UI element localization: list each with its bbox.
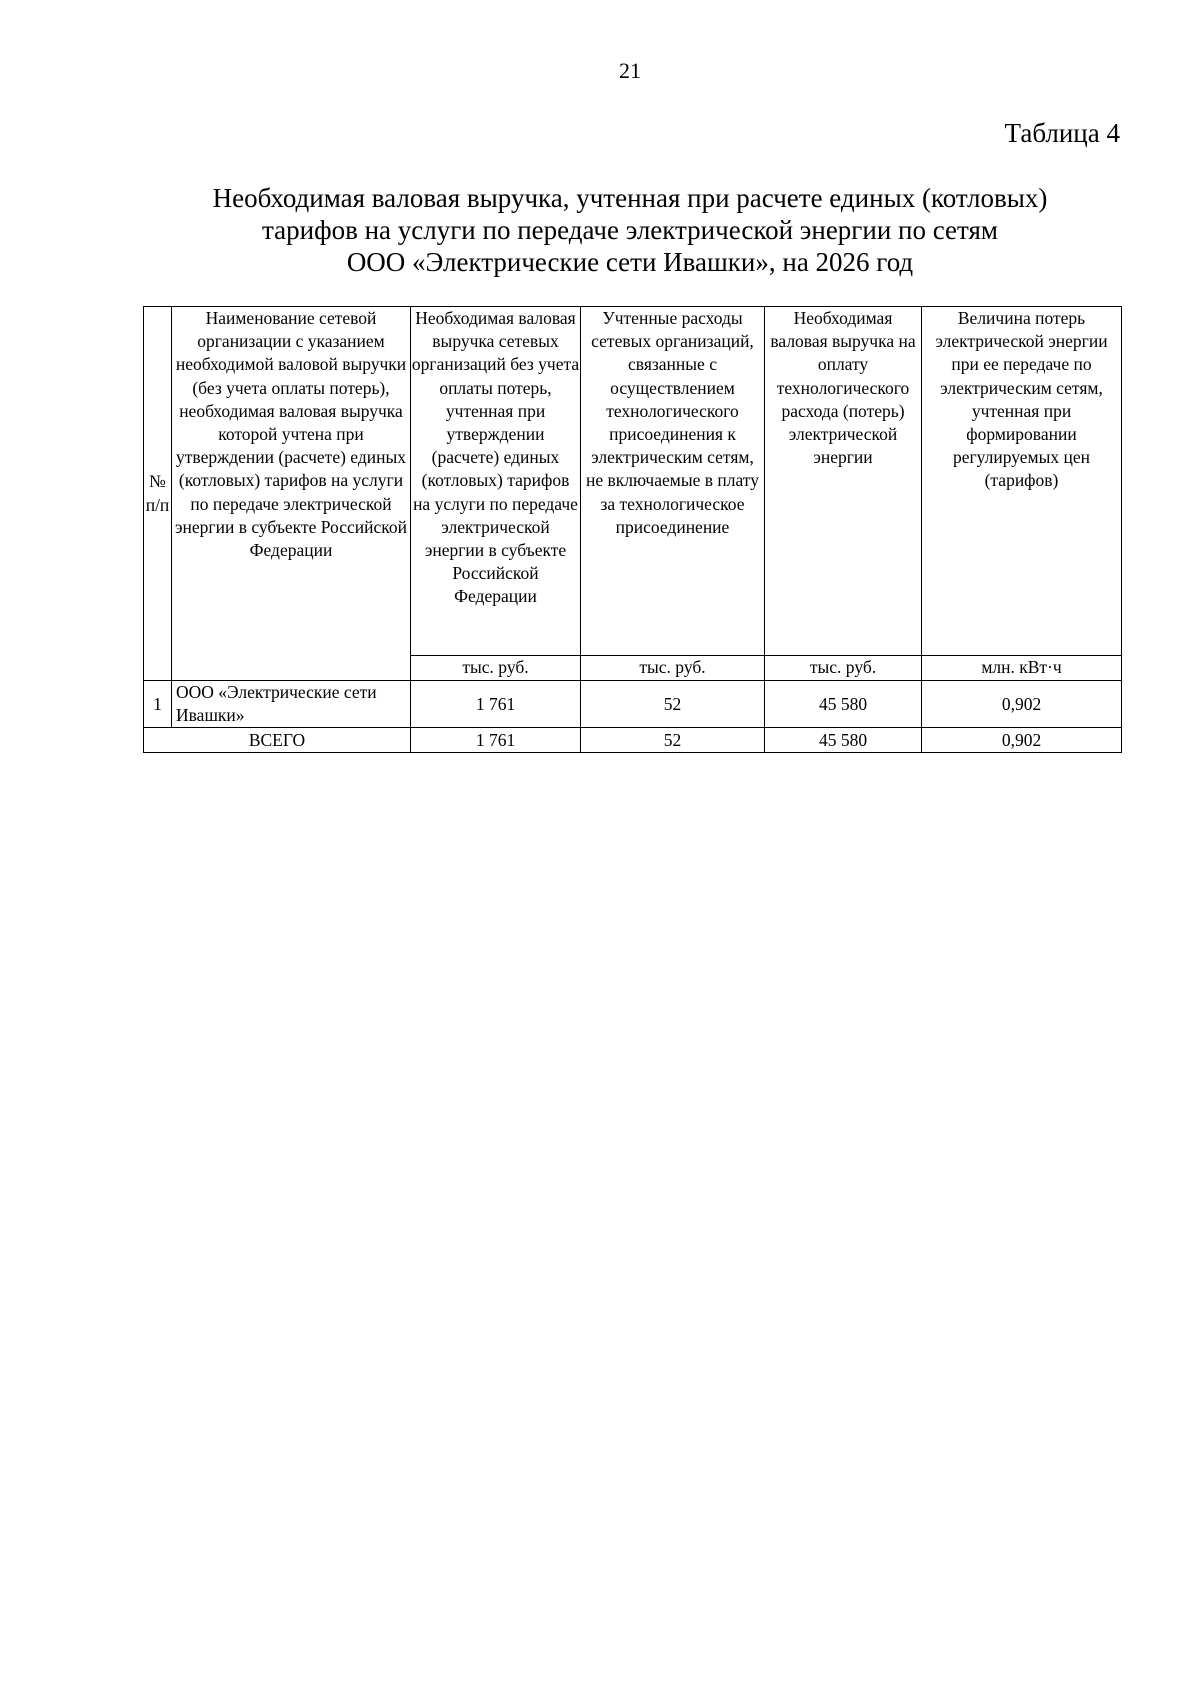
total-required-revenue: 1 761 [411,728,581,753]
row-required-revenue: 1 761 [411,681,581,728]
row-organization-name: ООО «Электрические сети Ивашки» [172,681,411,728]
row-connection-expenses: 52 [581,681,765,728]
row-num: 1 [144,681,172,728]
unit-losses-volume: млн. кВт·ч [922,656,1122,681]
total-losses-volume: 0,902 [922,728,1122,753]
table-row [144,681,1122,728]
row-losses-volume: 0,902 [922,681,1122,728]
header-organization-name: Наименование сетевой организации с указанием необходимой валовой выручки (без учета оплаты потерь), необходимая валовая выручка которой учтена при утверждении (расчете) единых (котловых) тарифов на услуги по передаче электрической энергии в субъекте Российской Федерации [172,307,411,681]
row-losses-payment: 45 580 [765,681,922,728]
unit-connection-expenses: тыс. руб. [581,656,765,681]
title-line: Необходимая валовая выручка, учтенная при расчете единых (котловых) [212,183,1048,213]
header-losses-payment: Необходимая валовая выручка на оплату технологического расхода (потерь) электрической энергии [765,307,922,656]
header-losses-volume: Величина потерь электрической энергии при ее передаче по электрическим сетям, учтенная при формировании регулируемых цен (тарифов) [922,307,1122,656]
unit-required-revenue: тыс. руб. [411,656,581,681]
title-line: тарифов на услуги по передаче электрической энергии по сетям [262,215,998,245]
tariff-table [143,306,1122,753]
total-connection-expenses: 52 [581,728,765,753]
total-losses-payment: 45 580 [765,728,922,753]
header-required-revenue: Необходимая валовая выручка сетевых организаций без учета оплаты потерь, учтенная при утверждении (расчете) единых (котловых) тарифов на услуги по передаче электрической энергии в субъекте Российской Федерации [411,307,581,656]
document-title [0,182,1200,278]
total-label: ВСЕГО [144,728,411,753]
header-connection-expenses: Учтенные расходы сетевых организаций, связанные с осуществлением технологического присоединения к электрическим сетям, не включаемые в плату за технологическое присоединение [581,307,765,656]
table-label: Таблица 4 [1004,118,1120,148]
page-number: 21 [619,58,641,83]
header-num: № п/п [144,307,172,681]
table-total-row [144,728,1122,753]
unit-losses-payment: тыс. руб. [765,656,922,681]
title-line: ООО «Электрические сети Ивашки», на 2026 год [346,247,914,277]
